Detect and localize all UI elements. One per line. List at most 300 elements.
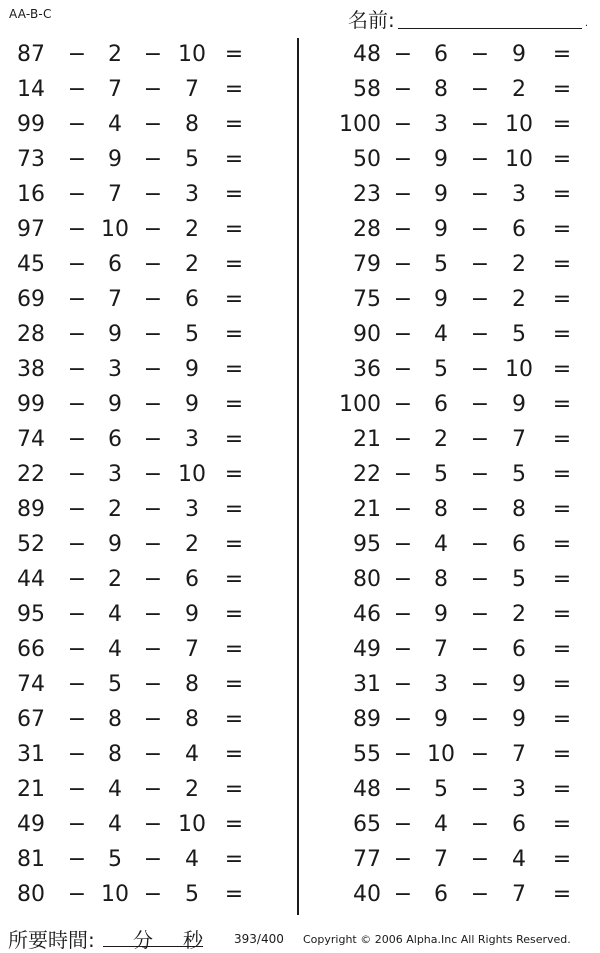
minus-sign: −: [143, 322, 163, 347]
minus-sign: −: [67, 42, 87, 67]
subtrahend-1: 5: [108, 672, 122, 697]
subtrahend-1: 4: [108, 812, 122, 837]
minuend: 48: [353, 42, 381, 67]
footer: [0, 924, 600, 952]
problem-row: [0, 598, 290, 633]
minuend: 55: [353, 742, 381, 767]
minus-sign: −: [393, 322, 413, 347]
problem-row: [300, 388, 590, 423]
subtrahend-2: 5: [185, 147, 199, 172]
minus-sign: −: [393, 42, 413, 67]
minus-sign: −: [470, 532, 490, 557]
minus-sign: −: [67, 497, 87, 522]
problem-row: [0, 773, 290, 808]
subtrahend-1: 8: [434, 497, 448, 522]
subtrahend-2: 8: [185, 672, 199, 697]
equals-sign: =: [552, 567, 572, 592]
problem-row: [300, 318, 590, 353]
minus-sign: −: [393, 497, 413, 522]
equals-sign: =: [552, 42, 572, 67]
minus-sign: −: [470, 147, 490, 172]
minus-sign: −: [143, 182, 163, 207]
minus-sign: −: [470, 637, 490, 662]
subtrahend-1: 6: [108, 427, 122, 452]
equals-sign: =: [224, 217, 244, 242]
minus-sign: −: [143, 147, 163, 172]
minus-sign: −: [470, 357, 490, 382]
subtrahend-2: 4: [512, 847, 526, 872]
minus-sign: −: [67, 147, 87, 172]
minus-sign: −: [143, 672, 163, 697]
subtrahend-1: 4: [434, 322, 448, 347]
equals-sign: =: [552, 812, 572, 837]
minus-sign: −: [67, 182, 87, 207]
minus-sign: −: [67, 427, 87, 452]
minus-sign: −: [393, 182, 413, 207]
minuend: 46: [353, 602, 381, 627]
equals-sign: =: [552, 77, 572, 102]
name-blank-line: [398, 28, 582, 29]
subtrahend-1: 5: [434, 357, 448, 382]
minuend: 69: [17, 287, 45, 312]
equals-sign: =: [224, 427, 244, 452]
subtrahend-2: 2: [185, 252, 199, 277]
equals-sign: =: [224, 147, 244, 172]
subtrahend-1: 10: [101, 882, 129, 907]
subtrahend-1: 7: [108, 182, 122, 207]
subtrahend-2: 3: [512, 777, 526, 802]
problem-row: [0, 563, 290, 598]
subtrahend-2: 9: [512, 672, 526, 697]
subtrahend-2: 5: [512, 567, 526, 592]
problem-row: [300, 178, 590, 213]
minuend: 48: [353, 777, 381, 802]
minuend: 21: [17, 777, 45, 802]
equals-sign: =: [552, 777, 572, 802]
problem-row: [300, 38, 590, 73]
subtrahend-1: 6: [434, 42, 448, 67]
subtrahend-2: 7: [512, 882, 526, 907]
minus-sign: −: [67, 217, 87, 242]
minus-sign: −: [67, 392, 87, 417]
minus-sign: −: [470, 882, 490, 907]
subtrahend-1: 9: [108, 322, 122, 347]
minus-sign: −: [470, 252, 490, 277]
subtrahend-2: 5: [185, 882, 199, 907]
minus-sign: −: [143, 392, 163, 417]
minuend: 16: [17, 182, 45, 207]
subtrahend-1: 10: [427, 742, 455, 767]
minus-sign: −: [393, 392, 413, 417]
minuend: 80: [353, 567, 381, 592]
subtrahend-2: 10: [178, 812, 206, 837]
minus-sign: −: [143, 602, 163, 627]
minus-sign: −: [393, 812, 413, 837]
minus-sign: −: [67, 532, 87, 557]
subtrahend-1: 5: [434, 462, 448, 487]
equals-sign: =: [552, 287, 572, 312]
problem-row: [0, 878, 290, 913]
subtrahend-2: 6: [512, 637, 526, 662]
problem-row: [0, 703, 290, 738]
problem-row: [0, 73, 290, 108]
equals-sign: =: [552, 742, 572, 767]
problem-row: [0, 283, 290, 318]
equals-sign: =: [224, 742, 244, 767]
minus-sign: −: [143, 812, 163, 837]
minuend: 80: [17, 882, 45, 907]
minus-sign: −: [393, 637, 413, 662]
equals-sign: =: [224, 462, 244, 487]
subtrahend-2: 3: [185, 497, 199, 522]
equals-sign: =: [552, 217, 572, 242]
subtrahend-1: 9: [434, 707, 448, 732]
problem-row: [300, 458, 590, 493]
problem-row: [0, 843, 290, 878]
minuend: 73: [17, 147, 45, 172]
subtrahend-1: 4: [434, 812, 448, 837]
subtrahend-2: 6: [185, 567, 199, 592]
minus-sign: −: [67, 882, 87, 907]
minuend: 36: [353, 357, 381, 382]
name-line-end-dot: .: [584, 18, 588, 29]
minuend: 99: [17, 392, 45, 417]
equals-sign: =: [552, 672, 572, 697]
minus-sign: −: [470, 182, 490, 207]
minus-sign: −: [470, 497, 490, 522]
problem-row: [300, 213, 590, 248]
subtrahend-1: 2: [108, 497, 122, 522]
problem-row: [300, 143, 590, 178]
subtrahend-2: 3: [512, 182, 526, 207]
subtrahend-2: 7: [185, 637, 199, 662]
subtrahend-1: 4: [108, 112, 122, 137]
subtrahend-2: 4: [185, 742, 199, 767]
equals-sign: =: [552, 182, 572, 207]
subtrahend-2: 10: [505, 147, 533, 172]
minuend: 21: [353, 427, 381, 452]
problem-row: [300, 843, 590, 878]
subtrahend-1: 9: [434, 602, 448, 627]
subtrahend-1: 6: [434, 392, 448, 417]
minuend: 22: [17, 462, 45, 487]
minus-sign: −: [67, 672, 87, 697]
minuend: 97: [17, 217, 45, 242]
problem-row: [300, 598, 590, 633]
subtrahend-1: 8: [108, 742, 122, 767]
subtrahend-2: 2: [512, 287, 526, 312]
minuend: 31: [353, 672, 381, 697]
subtrahend-1: 7: [434, 637, 448, 662]
subtrahend-1: 3: [434, 112, 448, 137]
subtrahend-1: 7: [108, 287, 122, 312]
subtrahend-1: 9: [434, 217, 448, 242]
problem-row: [0, 528, 290, 563]
equals-sign: =: [552, 357, 572, 382]
minus-sign: −: [470, 602, 490, 627]
subtrahend-2: 6: [512, 812, 526, 837]
equals-sign: =: [552, 637, 572, 662]
equals-sign: =: [224, 357, 244, 382]
minus-sign: −: [143, 112, 163, 137]
minus-sign: −: [470, 322, 490, 347]
subtrahend-1: 9: [434, 287, 448, 312]
equals-sign: =: [224, 777, 244, 802]
minus-sign: −: [67, 252, 87, 277]
minus-sign: −: [67, 357, 87, 382]
subtrahend-2: 6: [512, 532, 526, 557]
problem-row: [300, 633, 590, 668]
minuend: 66: [17, 637, 45, 662]
minuend: 45: [17, 252, 45, 277]
problem-row: [300, 563, 590, 598]
minus-sign: −: [67, 462, 87, 487]
time-required-label: 所要時間:: [8, 928, 95, 952]
subtrahend-1: 5: [434, 252, 448, 277]
subtrahend-2: 2: [185, 532, 199, 557]
minuend: 79: [353, 252, 381, 277]
equals-sign: =: [224, 637, 244, 662]
minus-sign: −: [143, 252, 163, 277]
equals-sign: =: [552, 112, 572, 137]
minus-sign: −: [393, 252, 413, 277]
minus-sign: −: [143, 42, 163, 67]
minuend: 74: [17, 427, 45, 452]
minus-sign: −: [470, 777, 490, 802]
minus-sign: −: [67, 812, 87, 837]
equals-sign: =: [224, 322, 244, 347]
minus-sign: −: [393, 777, 413, 802]
minus-sign: −: [393, 882, 413, 907]
minuend: 38: [17, 357, 45, 382]
minuend: 22: [353, 462, 381, 487]
equals-sign: =: [224, 882, 244, 907]
subtrahend-2: 2: [185, 777, 199, 802]
equals-sign: =: [224, 77, 244, 102]
minuend: 40: [353, 882, 381, 907]
minus-sign: −: [470, 392, 490, 417]
minuend: 75: [353, 287, 381, 312]
minus-sign: −: [393, 147, 413, 172]
minuend: 58: [353, 77, 381, 102]
minus-sign: −: [143, 882, 163, 907]
problem-row: [300, 73, 590, 108]
subtrahend-2: 10: [178, 462, 206, 487]
minus-sign: −: [393, 427, 413, 452]
problem-row: [0, 38, 290, 73]
minus-sign: −: [393, 357, 413, 382]
subtrahend-1: 9: [108, 147, 122, 172]
equals-sign: =: [552, 882, 572, 907]
minuend: 14: [17, 77, 45, 102]
equals-sign: =: [224, 252, 244, 277]
minuend: 28: [17, 322, 45, 347]
minus-sign: −: [393, 567, 413, 592]
problem-row: [300, 773, 590, 808]
minus-sign: −: [470, 742, 490, 767]
subtrahend-2: 5: [185, 322, 199, 347]
minus-sign: −: [143, 532, 163, 557]
minus-sign: −: [470, 42, 490, 67]
minus-sign: −: [67, 567, 87, 592]
equals-sign: =: [224, 392, 244, 417]
problem-row: [0, 108, 290, 143]
minus-sign: −: [393, 217, 413, 242]
subtrahend-1: 2: [108, 567, 122, 592]
minus-sign: −: [470, 77, 490, 102]
subtrahend-1: 9: [434, 182, 448, 207]
problem-column-right: [300, 38, 590, 913]
problem-row: [0, 458, 290, 493]
minus-sign: −: [143, 707, 163, 732]
subtrahend-2: 5: [512, 322, 526, 347]
problem-row: [0, 668, 290, 703]
equals-sign: =: [552, 707, 572, 732]
minuend: 23: [353, 182, 381, 207]
minus-sign: −: [393, 742, 413, 767]
equals-sign: =: [552, 427, 572, 452]
equals-sign: =: [224, 112, 244, 137]
subtrahend-2: 5: [512, 462, 526, 487]
minuend: 89: [353, 707, 381, 732]
subtrahend-2: 2: [512, 252, 526, 277]
subtrahend-2: 10: [178, 42, 206, 67]
minus-sign: −: [67, 777, 87, 802]
problem-row: [0, 633, 290, 668]
minus-sign: −: [67, 847, 87, 872]
minus-sign: −: [143, 742, 163, 767]
equals-sign: =: [552, 147, 572, 172]
minuend: 74: [17, 672, 45, 697]
subtrahend-2: 3: [185, 427, 199, 452]
minus-sign: −: [143, 217, 163, 242]
column-divider: [297, 38, 299, 915]
minuend: 28: [353, 217, 381, 242]
subtrahend-1: 8: [108, 707, 122, 732]
problem-row: [0, 353, 290, 388]
subtrahend-2: 2: [512, 77, 526, 102]
subtrahend-1: 4: [434, 532, 448, 557]
page-number: 393/400: [234, 932, 284, 946]
minus-sign: −: [67, 322, 87, 347]
subtrahend-1: 4: [108, 777, 122, 802]
minus-sign: −: [393, 602, 413, 627]
minuend: 87: [17, 42, 45, 67]
problem-row: [0, 318, 290, 353]
minuend: 81: [17, 847, 45, 872]
subtrahend-1: 9: [108, 392, 122, 417]
problem-row: [0, 143, 290, 178]
equals-sign: =: [552, 497, 572, 522]
equals-sign: =: [224, 287, 244, 312]
minus-sign: −: [143, 427, 163, 452]
subtrahend-2: 7: [512, 427, 526, 452]
problem-row: [0, 493, 290, 528]
subtrahend-1: 8: [434, 77, 448, 102]
problem-row: [0, 423, 290, 458]
subtrahend-2: 8: [185, 707, 199, 732]
subtrahend-1: 9: [108, 532, 122, 557]
minuend: 21: [353, 497, 381, 522]
problem-column-left: [0, 38, 290, 913]
subtrahend-2: 6: [185, 287, 199, 312]
minus-sign: −: [143, 777, 163, 802]
problem-row: [300, 108, 590, 143]
problem-row: [300, 493, 590, 528]
equals-sign: =: [224, 497, 244, 522]
subtrahend-2: 10: [505, 112, 533, 137]
minus-sign: −: [67, 637, 87, 662]
subtrahend-2: 10: [505, 357, 533, 382]
subtrahend-2: 9: [185, 357, 199, 382]
subtrahend-1: 5: [108, 847, 122, 872]
worksheet-code: AA-B-C: [9, 7, 52, 21]
subtrahend-2: 8: [512, 497, 526, 522]
minus-sign: −: [470, 707, 490, 732]
problem-row: [0, 248, 290, 283]
problem-row: [300, 248, 590, 283]
minuend: 89: [17, 497, 45, 522]
minuend: 77: [353, 847, 381, 872]
minus-sign: −: [470, 847, 490, 872]
equals-sign: =: [224, 707, 244, 732]
equals-sign: =: [552, 847, 572, 872]
subtrahend-2: 7: [185, 77, 199, 102]
subtrahend-2: 9: [185, 392, 199, 417]
minus-sign: −: [470, 112, 490, 137]
problem-row: [300, 283, 590, 318]
problem-row: [300, 528, 590, 563]
seconds-label: 秒: [183, 928, 203, 952]
problem-row: [300, 353, 590, 388]
minuend: 31: [17, 742, 45, 767]
problem-row: [0, 808, 290, 843]
minus-sign: −: [393, 112, 413, 137]
minuend: 65: [353, 812, 381, 837]
equals-sign: =: [224, 672, 244, 697]
equals-sign: =: [224, 182, 244, 207]
subtrahend-2: 9: [185, 602, 199, 627]
equals-sign: =: [552, 532, 572, 557]
minuend: 90: [353, 322, 381, 347]
minus-sign: −: [470, 462, 490, 487]
equals-sign: =: [552, 252, 572, 277]
subtrahend-1: 3: [108, 462, 122, 487]
problem-row: [300, 668, 590, 703]
minuend: 99: [17, 112, 45, 137]
minus-sign: −: [470, 567, 490, 592]
minus-sign: −: [470, 217, 490, 242]
minus-sign: −: [393, 77, 413, 102]
equals-sign: =: [552, 462, 572, 487]
equals-sign: =: [224, 847, 244, 872]
minus-sign: −: [393, 287, 413, 312]
minus-sign: −: [143, 847, 163, 872]
minuend: 95: [17, 602, 45, 627]
minuend: 67: [17, 707, 45, 732]
minus-sign: −: [67, 77, 87, 102]
problem-row: [300, 878, 590, 913]
minus-sign: −: [393, 847, 413, 872]
minus-sign: −: [143, 497, 163, 522]
minuend: 49: [353, 637, 381, 662]
subtrahend-2: 7: [512, 742, 526, 767]
subtrahend-1: 4: [108, 637, 122, 662]
subtrahend-1: 4: [108, 602, 122, 627]
problem-row: [300, 738, 590, 773]
minus-sign: −: [393, 462, 413, 487]
subtrahend-2: 9: [512, 392, 526, 417]
